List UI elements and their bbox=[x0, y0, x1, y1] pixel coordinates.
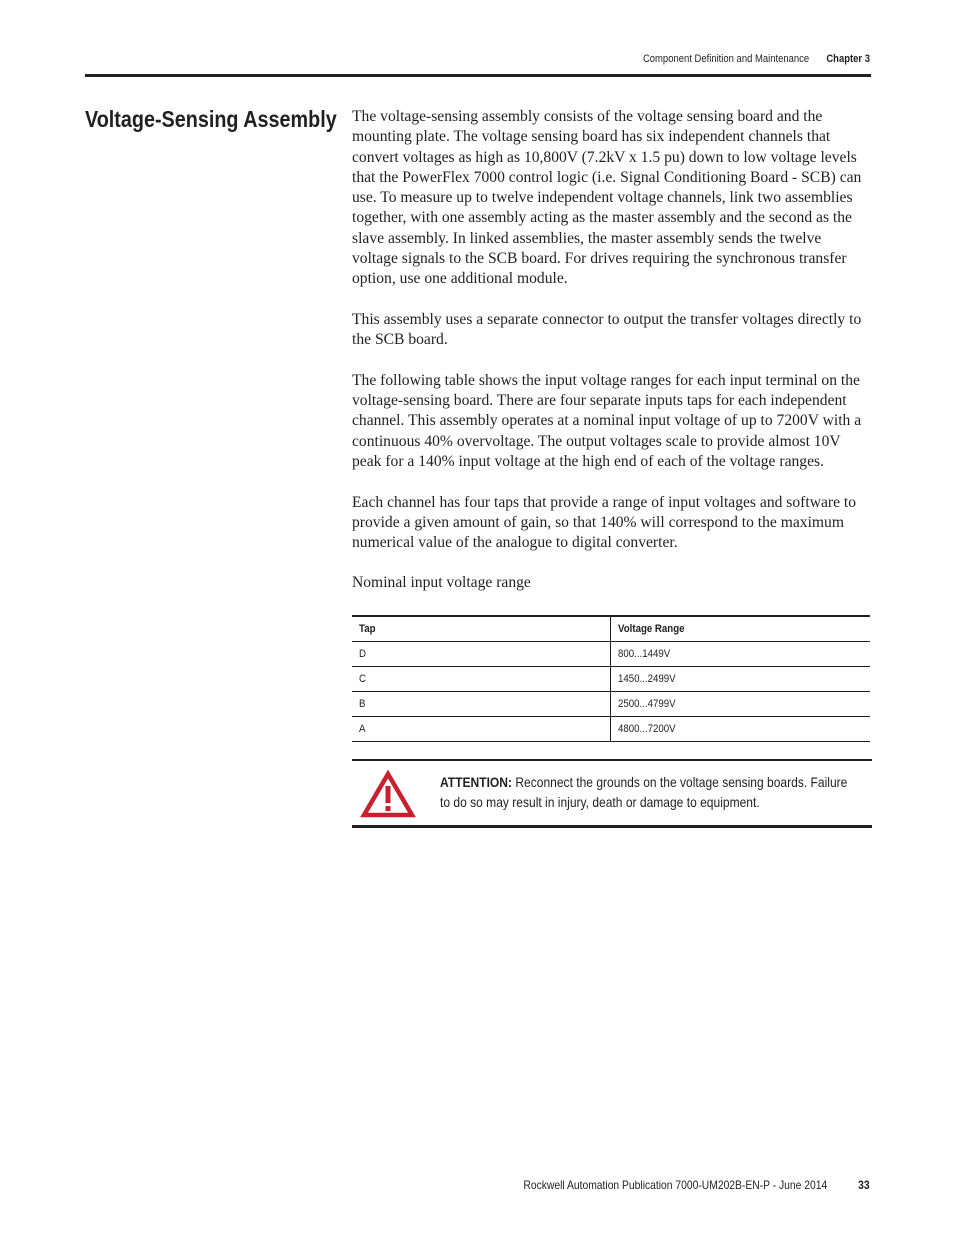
table-cell-tap: B bbox=[352, 692, 611, 717]
table-cell-tap: D bbox=[352, 642, 611, 667]
paragraph-2: This assembly uses a separate connector to output the transfer voltages directly to the SCB board. bbox=[352, 310, 862, 349]
page-footer bbox=[524, 1178, 870, 1192]
header-rule bbox=[85, 74, 871, 77]
paragraph-4: Each channel has four taps that provide a range of input voltages and software to provide a given amount of gain, so that 140% will correspond to the maximum numerical value of the analogue to digital converter. bbox=[352, 493, 857, 552]
attention-message bbox=[440, 772, 853, 812]
attention-box bbox=[352, 759, 872, 828]
paragraph-1: The voltage-sensing assembly consists of the voltage sensing board and the mounting plate. The voltage sensing board has six independent channels that convert voltages as high as 10,800V (7.2kV x 1.5 pu) down to low voltage levels that the PowerFlex 7000 control logic (i.e. Signal Conditioning Board - SCB) can use. To measure up to twelve independent voltage channels, link two assemblies together, with one assembly acting as the master assembly and the second as the slave assembly. In linked assemblies, the master assembly sends the twelve voltage signals to the SCB board. For drives requiring the synchronous transfer option, use one additional module. bbox=[352, 108, 862, 288]
warning-triangle-icon bbox=[360, 770, 416, 818]
footer-publication: Rockwell Automation Publication 7000-UM202B-EN-P - June 2014 bbox=[523, 1178, 828, 1192]
table-caption: Nominal input voltage range bbox=[352, 574, 531, 591]
table-cell-voltage-range: 1450...2499V bbox=[611, 667, 871, 692]
page-number: 33 bbox=[858, 1178, 870, 1192]
table-row bbox=[352, 717, 870, 742]
column-header-tap: Tap bbox=[352, 616, 611, 642]
page-header bbox=[643, 53, 870, 65]
body-text bbox=[352, 107, 870, 574]
column-header-voltage-range: Voltage Range bbox=[611, 616, 871, 642]
table-cell-voltage-range: 800...1449V bbox=[611, 642, 871, 667]
header-chapter: Chapter 3 bbox=[826, 53, 870, 65]
table-cell-tap: A bbox=[352, 717, 611, 742]
paragraph-3: The following table shows the input voltage ranges for each input terminal on the voltage-sensing board. There are four separate inputs taps for each independent channel. This assembly operates at a nominal input voltage of up to 7200V with a continuous 40% overvoltage. The output voltages scale to provide almost 10V peak for a 140% input voltage at the high end of each of the voltage ranges. bbox=[352, 371, 862, 471]
voltage-range-table bbox=[352, 615, 870, 742]
table-cell-voltage-range: 2500...4799V bbox=[611, 692, 871, 717]
table-row bbox=[352, 692, 870, 717]
table-row bbox=[352, 667, 870, 692]
table-header-row bbox=[352, 616, 870, 642]
attention-text: Reconnect the grounds on the voltage sensing boards. Failure to do so may result in injury, death or damage to equipment. bbox=[440, 774, 848, 810]
section-title: Voltage-Sensing Assembly bbox=[85, 106, 337, 132]
table-row bbox=[352, 642, 870, 667]
attention-label: ATTENTION: bbox=[440, 774, 513, 790]
table-cell-voltage-range: 4800...7200V bbox=[611, 717, 871, 742]
table-cell-tap: C bbox=[352, 667, 611, 692]
header-section: Component Definition and Maintenance bbox=[642, 53, 810, 65]
